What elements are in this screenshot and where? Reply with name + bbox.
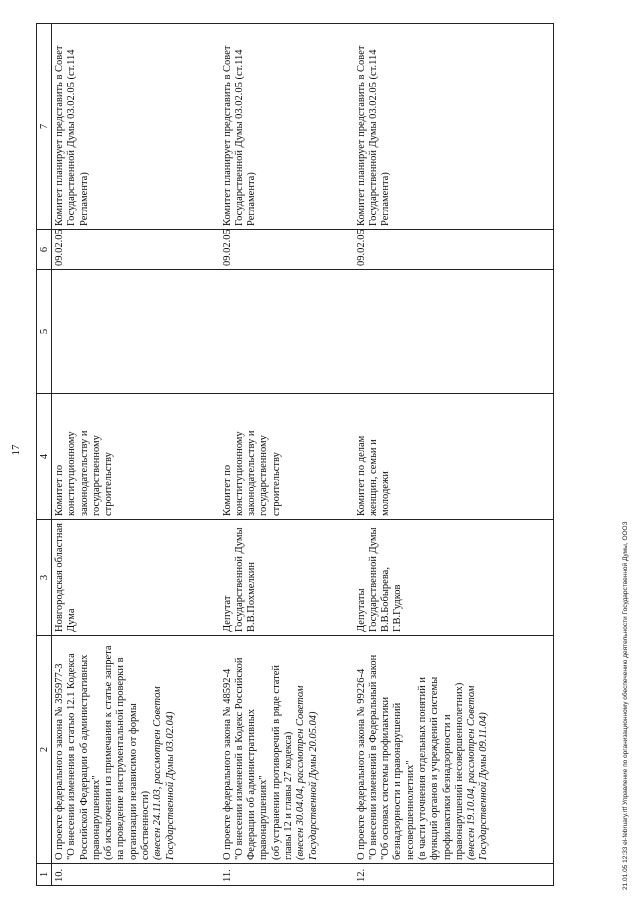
col-header: 6 [37,230,52,270]
bill-status: (внесен 24.11.03, рассмотрен Советом Государственной Думы 03.02.04) [152,686,176,860]
print-footer: 21.01.05 12:33 el-february.rtf Управление по организационному обеспечению деятельности Государственной Думы, ОООЗ [622,521,629,890]
committee: Комитет по делам женщин, семьи и молодежи [354,394,554,520]
bill-description [354,636,554,864]
col-header: 1 [37,864,52,886]
col-header: 7 [37,24,52,230]
table-row [52,24,220,886]
bill-status: (внесен 19.10.04, рассмотрен Советом Государственной Думы 09.11.04) [466,685,490,860]
initiator: Новгородская областная Дума [52,520,220,636]
bill-title: О проекте федерального закона № 99226-4 [355,668,367,860]
table-row [354,24,554,886]
plan: Комитет планирует представить в Совет Государственной Думы 03.02.05 (ст.114 Регламента) [220,24,354,230]
bill-note: (в части уточнения отдельных понятий и функций органов и учреждений системы профилактики безнадзорности и правонарушений несовершеннолетних) [416,676,465,860]
date: 09.02.05 [354,230,554,270]
row-number: 11. [220,864,354,886]
bill-name: "О внесении изменений в Кодекс Российской Федерации об административных правонарушениях" [233,657,270,860]
bill-name: "О внесении изменений в Федеральный закон "Об основах системы профилактики безнадзорности и правонарушений несовершеннолетних" [367,654,416,860]
table-header-row [37,24,52,886]
committee: Комитет по конституционному законодательству и государственному строительству [52,394,220,520]
col-5-cell [220,270,354,394]
bill-name: "О внесении изменения в статью 12.1 Кодекса Российской Федерации об административных правонарушениях" [66,653,102,860]
bill-note: (об исключении из примечания к статье запрета на проведение инструментальной проверки в организации независимо от формы собственности) [103,645,152,860]
bill-status: (внесен 30.04.04, рассмотрен Советом Государственной Думы 20.05.04) [295,685,319,860]
date: 09.02.05 [52,230,220,270]
col-header: 3 [37,520,52,636]
bill-note: (об устранении противоречий в ряде статей главы 12 и главы 27 кодекса) [270,664,294,860]
plan: Комитет планирует представить в Совет Государственной Думы 03.02.05 (ст.114 Регламента) [52,24,220,230]
plan: Комитет планирует представить в Совет Государственной Думы 03.02.05 (ст.114 Регламента) [354,24,554,230]
initiator: Депутат Государственной Думы В.В.Похмелкин [220,520,354,636]
bill-title: О проекте федерального закона № 395977-3 [54,663,65,860]
committee: Комитет по конституционному законодательству и государственному строительству [220,394,354,520]
col-5-cell [52,270,220,394]
bill-description [220,636,354,864]
initiator: Депутаты Государственной Думы В.В.Бобырева, Г.В.Гудков [354,520,554,636]
table-row [220,24,354,886]
page-number: 17 [10,444,22,456]
row-number: 12. [354,864,554,886]
col-header: 5 [37,270,52,394]
col-5-cell [354,270,554,394]
bills-table [36,23,554,886]
col-header: 2 [37,636,52,864]
bill-description [52,636,220,864]
row-number: 10. [52,864,220,886]
col-header: 4 [37,394,52,520]
date: 09.02.05 [220,230,354,270]
bill-title: О проекте федерального закона № 48592-4 [221,668,233,860]
